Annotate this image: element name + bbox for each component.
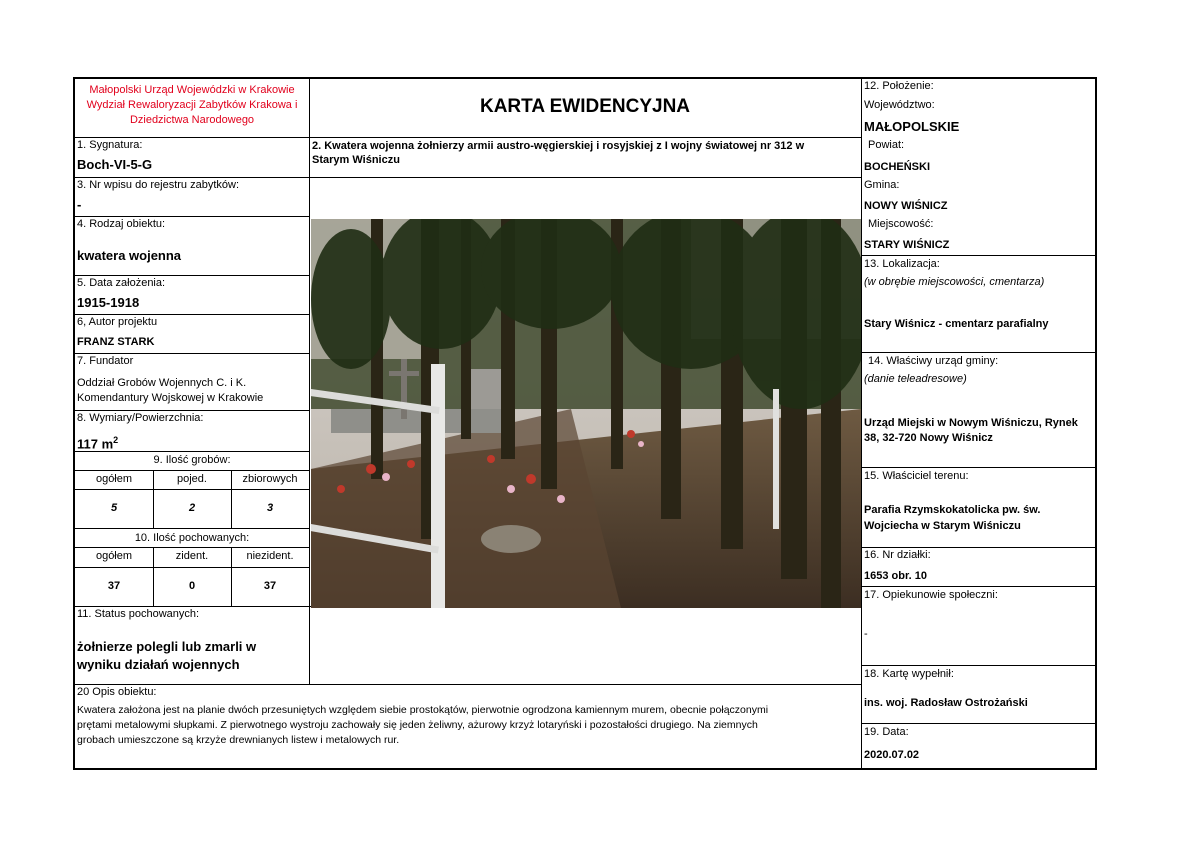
register-label: 3. Nr wpisu do rejestru zabytków:: [77, 179, 240, 191]
divider: [861, 467, 1097, 468]
divider: [75, 314, 309, 315]
graves-total: 5: [110, 502, 118, 514]
divider: [75, 137, 309, 138]
description-line: grobach umieszczone są krzyże drewnianych listew i metalowych rur.: [77, 734, 400, 746]
divider: [75, 470, 309, 471]
buried-label: 10. Ilość pochowanych:: [134, 532, 250, 544]
dimensions-unit-sup: 2: [113, 435, 119, 445]
status-value-line: wyniku działań wojennych: [77, 657, 240, 672]
signature-label: 1. Sygnatura:: [77, 139, 143, 151]
guardians-value: -: [864, 628, 868, 640]
divider: [75, 216, 309, 217]
filled-by-label: 18. Kartę wypełnił:: [864, 668, 954, 680]
object-name-line: Starym Wiśniczu: [312, 154, 400, 166]
description-label: 20 Opis obiektu:: [77, 686, 157, 698]
founder-value-line: Oddział Grobów Wojennych C. i K.: [77, 377, 247, 389]
municipal-office-line: 38, 32-720 Nowy Wiśnicz: [864, 432, 993, 444]
fill-date-value: 2020.07.02: [864, 749, 920, 761]
voivodeship-value: MAŁOPOLSKIE: [864, 119, 960, 134]
divider: [309, 177, 861, 178]
page-title: KARTA EWIDENCYJNA: [479, 96, 691, 117]
buried-header-total: ogółem: [95, 550, 133, 562]
divider: [75, 275, 309, 276]
status-label: 11. Status pochowanych:: [77, 608, 200, 620]
buried-header-unidentified: niezident.: [246, 550, 294, 562]
divider: [75, 528, 309, 529]
divider: [861, 586, 1097, 587]
divider: [75, 567, 309, 568]
status-value-line: żołnierze polegli lub zmarli w: [77, 639, 257, 654]
county-label: Powiat:: [868, 139, 905, 151]
graves-single: 2: [188, 502, 196, 514]
graves-header-single: pojed.: [177, 473, 207, 485]
object-photo: [311, 219, 861, 608]
divider-left-column: [309, 79, 310, 684]
graves-header-collective: zbiorowych: [242, 473, 298, 485]
localization-hint: (w obrębie miejscowości, cmentarza): [864, 276, 1045, 288]
divider: [861, 352, 1097, 353]
record-card: [73, 77, 1097, 770]
divider: [861, 723, 1097, 724]
commune-value: NOWY WIŚNICZ: [864, 200, 948, 212]
divider: [75, 177, 309, 178]
register-value: -: [77, 197, 82, 212]
founding-date-value: 1915-1918: [77, 295, 140, 310]
land-owner-label: 15. Właściciel terenu:: [864, 470, 969, 482]
founder-label: 7. Fundator: [77, 355, 134, 367]
county-value: BOCHEŃSKI: [864, 161, 931, 173]
divider: [75, 410, 309, 411]
divider: [75, 547, 309, 548]
author-label: 6, Autor projektu: [77, 316, 158, 328]
type-label: 4. Rodzaj obiektu:: [77, 218, 166, 230]
issuing-office-line: Małopolski Urząd Wojewódzki w Krakowie: [89, 84, 295, 96]
graves-collective: 3: [266, 502, 274, 514]
divider: [75, 606, 309, 607]
plot-number-value: 1653 obr. 10: [864, 570, 927, 582]
graves-label: 9. Ilość grobów:: [153, 454, 231, 466]
dimensions-label: 8. Wymiary/Powierzchnia:: [77, 412, 204, 424]
town-label: Miejscowość:: [868, 218, 934, 230]
commune-label: Gmina:: [864, 179, 900, 191]
founding-date-label: 5. Data założenia:: [77, 277, 166, 289]
municipal-office-line: Urząd Miejski w Nowym Wiśniczu, Rynek: [864, 417, 1078, 429]
plot-number-label: 16. Nr działki:: [864, 549, 931, 561]
dimensions-number: 117 m: [77, 436, 114, 452]
divider-right-column: [861, 79, 862, 770]
type-value: kwatera wojenna: [77, 248, 182, 263]
divider: [309, 137, 861, 138]
buried-identified: 0: [188, 580, 196, 592]
founder-value-line: Komendantury Wojskowej w Krakowie: [77, 392, 264, 404]
localization-value: Stary Wiśnicz - cmentarz parafialny: [864, 318, 1049, 330]
signature-value: Boch-VI-5-G: [77, 157, 153, 172]
location-label: 12. Położenie:: [864, 80, 934, 92]
issuing-office-line: Dziedzictwa Narodowego: [129, 114, 255, 126]
land-owner-line: Parafia Rzymskokatolicka pw. św.: [864, 504, 1041, 516]
buried-total: 37: [107, 580, 121, 592]
guardians-label: 17. Opiekunowie społeczni:: [864, 589, 998, 601]
filled-by-value: ins. woj. Radosław Ostrożański: [864, 697, 1028, 709]
buried-unidentified: 37: [263, 580, 277, 592]
divider: [75, 353, 309, 354]
municipal-office-hint: (danie teleadresowe): [864, 373, 967, 385]
fill-date-label: 19. Data:: [864, 726, 909, 738]
land-owner-line: Wojciecha w Starym Wiśniczu: [864, 520, 1021, 532]
divider: [75, 489, 309, 490]
town-value: STARY WIŚNICZ: [864, 239, 950, 251]
graves-header-total: ogółem: [95, 473, 133, 485]
description-line: prętami metalowymi słupkami. Z pierwotnego wystroju zachowały się jeden żeliwny, ażurowy krzyż lotaryński i pozostałości drugiego. Na ziemnych: [77, 719, 758, 731]
divider: [861, 547, 1097, 548]
divider: [861, 665, 1097, 666]
dimensions-value: [77, 432, 118, 452]
description-line: Kwatera założona jest na planie dwóch przesuniętych względem siebie prostokątów, pierwotnie ogrodzona kamiennym murem, obecnie połączonymi: [77, 704, 769, 716]
author-value: FRANZ STARK: [77, 336, 155, 348]
issuing-office: [75, 83, 309, 128]
divider: [75, 684, 861, 685]
buried-header-identified: zident.: [175, 550, 209, 562]
localization-label: 13. Lokalizacja:: [864, 258, 940, 270]
object-name-line: 2. Kwatera wojenna żołnierzy armii austro-węgierskiej i rosyjskiej z I wojny światowej nr 312 w: [312, 140, 805, 152]
voivodeship-label: Województwo:: [864, 99, 935, 111]
divider: [861, 255, 1097, 256]
cemetery-photo-image: [311, 219, 861, 608]
issuing-office-line: Wydział Rewaloryzacji Zabytków Krakowa i: [86, 99, 298, 111]
municipal-office-label: 14. Właściwy urząd gminy:: [868, 355, 999, 367]
